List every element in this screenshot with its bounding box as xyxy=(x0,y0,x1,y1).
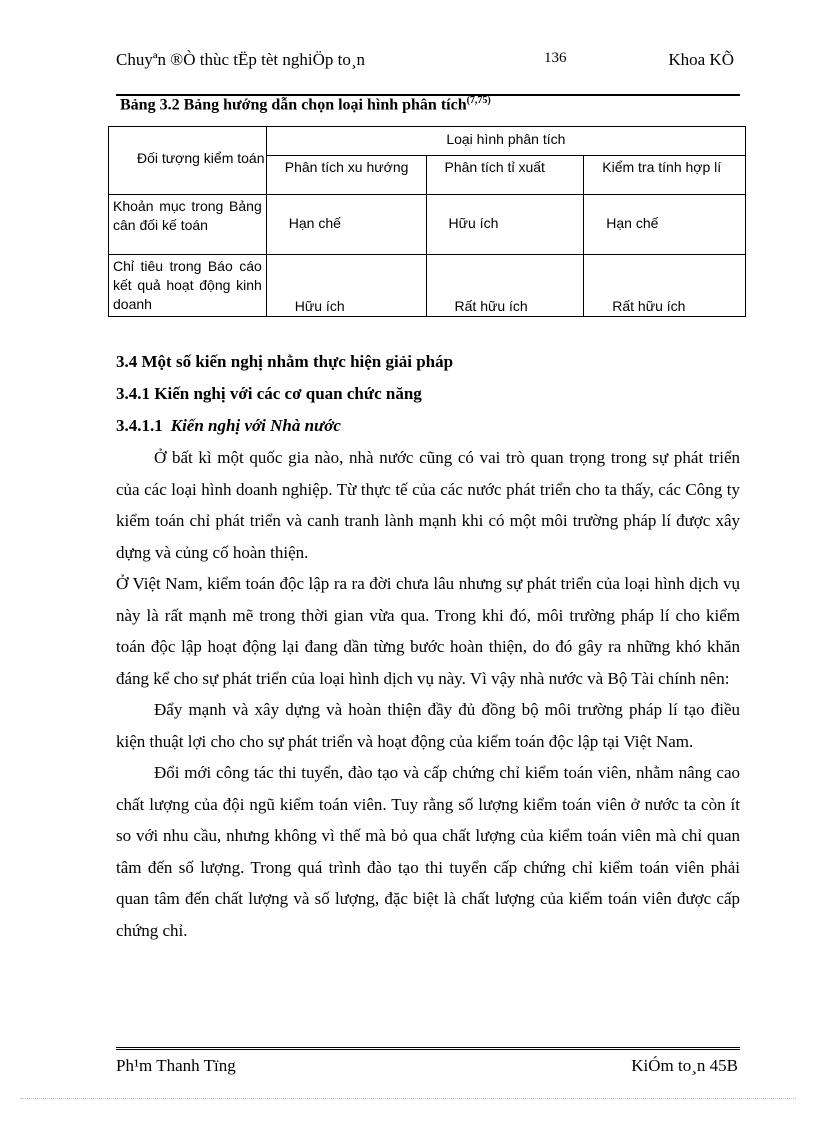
table-cell xyxy=(584,255,746,317)
paragraph: Ở Việt Nam, kiểm toán độc lập ra ra đời chưa lâu nhưng sự phát triển của loại hình dịch vụ này là rất mạnh mẽ trong thời gian vừa qua. Trong khi đó, môi trường pháp lí cho kiểm toán độc lập hoạt động lại đang dần từng bước hoàn thiện, do đó gây ra những khó khăn đáng kể cho sự phát triển của loại hình dịch vụ này. Vì vậy nhà nước và Bộ Tài chính nên: xyxy=(116,574,740,688)
row-label: Chỉ tiêu trong Báo cáo kết quả hoạt động kinh doanh xyxy=(109,255,267,317)
cell-value: Hạn chế xyxy=(288,215,341,231)
page-bottom-divider xyxy=(20,1098,796,1099)
row-label: Khoản mục trong Bảng cân đối kế toán xyxy=(109,195,267,255)
subsubsection-heading xyxy=(116,416,740,436)
table-title-text: Bảng 3.2 Bảng hướng dẫn chọn loại hình phân tích xyxy=(120,96,467,114)
section-heading: 3.4 Một số kiến nghị nhằm thực hiện giải pháp xyxy=(116,352,454,371)
footer-author: Ph¹m Thanh Tïng xyxy=(116,1056,236,1075)
cell-value: Rất hữu ích xyxy=(454,298,528,314)
page-number: 136 xyxy=(544,50,567,66)
paragraph: Ở bất kì một quốc gia nào, nhà nước cũng có vai trò quan trọng trong sự phát triển của các loại hình doanh nghiệp. Từ thực tế của các nước phát triển cho ta thấy, các Công ty kiểm toán chỉ phát triển và canh tranh lành mạnh khi có một môi trường pháp lí được xây dựng và củng cố hoàn thiện. xyxy=(116,448,740,562)
cell-value: Hạn chế xyxy=(606,215,659,231)
analysis-type-table xyxy=(108,126,746,317)
paragraph: Đẩy mạnh và xây dựng và hoàn thiện đầy đủ đồng bộ môi trường pháp lí tạo điều kiện thuật lợi cho cho sự phát triển và hoạt động của kiểm toán độc lập tại Việt Nam. xyxy=(116,700,740,751)
column-header: Phân tích xu hướng xyxy=(284,159,409,175)
table-cell xyxy=(266,255,426,317)
table-cell xyxy=(426,195,584,255)
column-header-cell xyxy=(426,156,584,195)
group-header-cell xyxy=(266,127,745,156)
table-cell xyxy=(266,195,426,255)
header-right-text: Khoa KÕ xyxy=(668,50,734,69)
footer-class: KiÓm to¸n 45B xyxy=(631,1056,738,1075)
paragraph: Đổi mới công tác thi tuyển, đào tạo và cấp chứng chỉ kiểm toán viên, nhằm nâng cao chất lượng của đội ngũ kiểm toán viên. Tuy rằng số lượng kiểm toán viên ở nước ta còn ít so với nhu cầu, nhưng không vì thế mà bỏ qua chất lượng của kiểm toán viên mà chỉ quan tâm đến số lượng. Trong quá trình đào tạo thi tuyển cấp chứng chỉ kiểm toán viên phải quan tâm đến chất lượng và số lượng, đặc biệt là chất lượng của kiểm toán viên được cấp chứng chỉ. xyxy=(116,763,740,940)
body-content xyxy=(116,352,740,946)
subsubsection-number: 3.4.1.1 xyxy=(116,416,163,435)
column-header: Kiểm tra tính hợp lí xyxy=(602,159,722,175)
column-header-cell xyxy=(266,156,426,195)
object-header: Đối tượng kiểm toán xyxy=(137,150,265,166)
page-header xyxy=(116,48,740,96)
table-title xyxy=(120,95,491,114)
cell-value: Hữu ích xyxy=(448,215,499,231)
table-row xyxy=(109,255,746,317)
table-row xyxy=(109,195,746,255)
table-cell xyxy=(426,255,584,317)
table-title-reference: (7,75) xyxy=(466,95,491,106)
page-footer xyxy=(116,1047,740,1082)
group-header: Loại hình phân tích xyxy=(446,131,566,147)
cell-value: Rất hữu ích xyxy=(612,298,686,314)
column-header: Phân tích tỉ xuất xyxy=(444,159,545,175)
header-left-text: Chuyªn ®Ò thùc tËp tèt nghiÖp to¸n xyxy=(116,50,365,69)
object-header-cell xyxy=(109,127,267,195)
subsection-heading: 3.4.1 Kiến nghị với các cơ quan chức năng xyxy=(116,384,422,403)
cell-value: Hữu ích xyxy=(294,298,345,314)
subsubsection-title: Kiến nghị với Nhà nước xyxy=(170,416,341,435)
table-cell xyxy=(584,195,746,255)
column-header-cell xyxy=(584,156,746,195)
